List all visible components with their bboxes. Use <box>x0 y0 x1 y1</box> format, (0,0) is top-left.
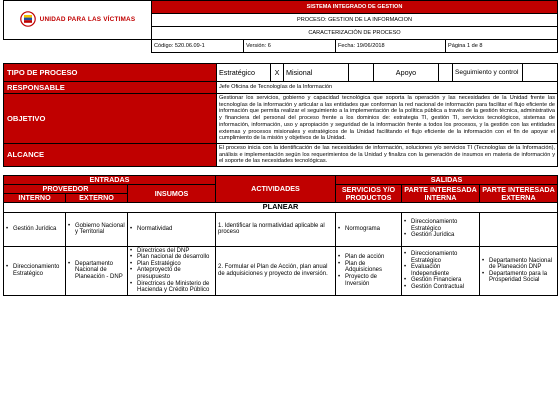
tipo-option-apoyo-mark <box>439 64 453 82</box>
row-externa-cell <box>480 212 558 246</box>
row-servicios-cell <box>336 246 402 295</box>
document-header <box>3 0 558 53</box>
document-version: Versión: 6 <box>244 40 336 53</box>
table-row <box>4 212 558 246</box>
characterization-title: CARACTERIZACIÓN DE PROCESO <box>152 27 558 40</box>
list-item: • Plan Estratégico <box>130 261 213 268</box>
externo-header: EXTERNO <box>66 194 128 203</box>
list-item: • Direccionamiento Estratégico <box>404 219 477 232</box>
actividades-header: ACTIVIDADES <box>216 176 336 203</box>
system-title: SISTEMA INTEGRADO DE GESTION <box>152 1 558 14</box>
tipo-option-seguimiento-mark <box>523 64 558 82</box>
list-item: • Direccionamiento Estratégico <box>404 251 477 264</box>
objetivo-label: OBJETIVO <box>4 94 217 144</box>
list-item: • Departamento Nacional de Planeación DNP <box>482 258 555 271</box>
insumos-header: INSUMOS <box>128 185 216 203</box>
list-item: • Directrices del DNP <box>130 248 213 255</box>
document-page-number: Página 1 de 8 <box>446 40 558 53</box>
list-item: • Plan nacional de desarrollo <box>130 254 213 261</box>
list-item: • Directrices de Ministerio de Hacienda y Crédito Público <box>130 281 213 294</box>
process-title: PROCESO: GESTION DE LA INFORMACION <box>152 14 558 27</box>
tipo-option-apoyo: Apoyo <box>374 64 439 82</box>
planear-section: PLANEAR <box>4 203 558 213</box>
list-item: • Gobierno Nacional y Territorial <box>68 223 125 236</box>
document-page <box>3 0 557 296</box>
list-item: • Plan de Adquisiciones <box>338 261 399 274</box>
row-insumos-cell <box>128 246 216 295</box>
colombia-coat-of-arms-icon <box>20 11 36 27</box>
logo-cell <box>4 1 152 40</box>
tipo-option-mark: X <box>271 64 284 82</box>
row-interna-cell <box>402 212 480 246</box>
entradas-header: ENTRADAS <box>4 176 216 185</box>
row-interna-cell <box>402 246 480 295</box>
parte-interna-header: PARTE INTERESADA INTERNA <box>402 185 480 203</box>
list-item: • Gestión Jurídica <box>6 226 63 233</box>
row-externo-cell <box>66 246 128 295</box>
salidas-header: SALIDAS <box>336 176 558 185</box>
list-item: • Gestión Financiera <box>404 277 477 284</box>
row-interno-cell <box>4 246 66 295</box>
list-item: • Plan de acción <box>338 254 399 261</box>
objetivo-value: Gestionar los servicios, gobierno y capacidad tecnológica que soporta la operación y las necesidades de la Unidad frente las tecnologías de la información y articular a las entidades que conforman la red nacional de información para facilitar el flujo eficiente de información que permita realizar el seguimiento a la implementación de la política pública a través de la gestión técnica, administrativa y financiera del personal del proceso frente a los dominios de: estrategia TI, gestión TI, servicios tecnológicos, sistemas de información, información, uso y apropiación y seguridad de la información frente a todos los procesos, y la gestión con las entidades externas y procesos misionales y estratégicos de la Unidad facilitando el flujo eficiente de la información con el fin de apoyar el cumplimiento de la misión y objetivos de la Unidad. <box>217 94 558 144</box>
list-item: • Departamento para la Prosperidad Social <box>482 271 555 284</box>
list-item: • Normatividad <box>130 226 213 233</box>
row-servicios-cell <box>336 212 402 246</box>
responsable-value: Jefe Oficina de Tecnologías de la Información <box>217 82 558 94</box>
tipo-option-estrategico: Estratégico <box>217 64 271 82</box>
row-externo-cell <box>66 212 128 246</box>
row-actividad-cell: 1. Identificar la normatividad aplicable al proceso <box>216 212 336 246</box>
proveedor-header: PROVEEDOR <box>4 185 128 194</box>
list-item: • Evaluación Independiente <box>404 264 477 277</box>
table-row <box>4 246 558 295</box>
document-code: Código: 520.06.09-1 <box>152 40 244 53</box>
row-insumos-cell <box>128 212 216 246</box>
list-item: • Gestión Contractual <box>404 284 477 291</box>
logo-text: UNIDAD PARA LAS VÍCTIMAS <box>39 15 136 23</box>
process-info-table <box>3 63 558 167</box>
row-actividad-cell: 2. Formular el Plan de Acción, plan anual de adquisiciones y proyecto de inversión. <box>216 246 336 295</box>
document-date: Fecha: 19/06/2018 <box>336 40 446 53</box>
list-item: • Anteproyecto de presupuesto <box>130 267 213 280</box>
tipo-proceso-label: TIPO DE PROCESO <box>4 64 217 82</box>
row-interno-cell <box>4 212 66 246</box>
servicios-header: SERVICIOS Y/O PRODUCTOS <box>336 185 402 203</box>
tipo-option-misional: Misional <box>284 64 349 82</box>
header-empty-cell <box>4 40 152 53</box>
list-item: • Proyecto de Inversión <box>338 274 399 287</box>
alcance-label: ALCANCE <box>4 143 217 166</box>
list-item: • Departamento Nacional de Planeación - DNP <box>68 261 125 281</box>
alcance-value: El proceso inicia con la identificación de las necesidades de información, soluciones y/o servicios TI (Tecnologías de la Información), análisis e implementación según los requerimientos de la Unidad y finaliza con la generación de insumos en materia de información y el soporte de las necesidades tecnológicas. <box>217 143 558 166</box>
unidad-victimas-logo <box>20 11 136 27</box>
parte-externa-header: PARTE INTERESADA EXTERNA <box>480 185 558 203</box>
list-item: • Direccionamiento Estratégico <box>6 264 63 277</box>
list-item: • Normograma <box>338 226 399 233</box>
interno-header: INTERNO <box>4 194 66 203</box>
list-item: • Gestión Jurídica <box>404 232 477 239</box>
responsable-label: RESPONSABLE <box>4 82 217 94</box>
process-characterization-table <box>3 175 558 296</box>
tipo-option-seguimiento: Seguimiento y control <box>453 64 523 82</box>
row-externa-cell <box>480 246 558 295</box>
tipo-option-misional-mark <box>349 64 374 82</box>
